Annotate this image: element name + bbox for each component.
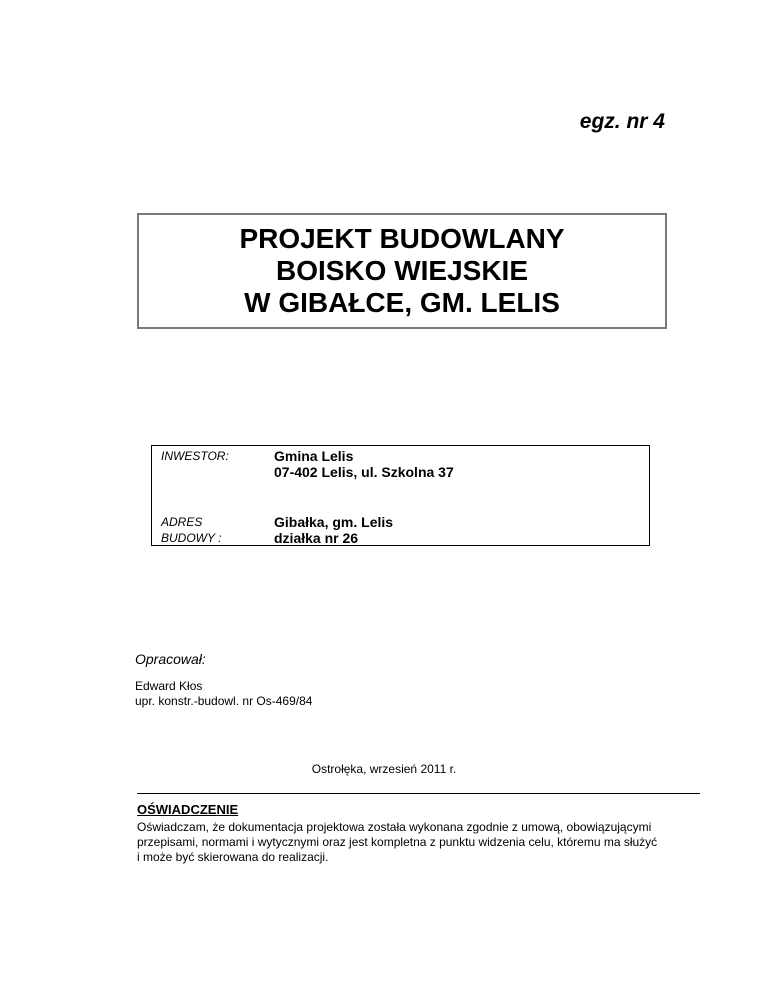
divider-line [137, 793, 700, 794]
site-plot: działka nr 26 [274, 530, 359, 546]
investor-value [274, 448, 454, 480]
site-address-label-line-1: ADRES [161, 515, 203, 529]
statement-line-3: i może być skierowana do realizacji. [137, 850, 329, 864]
info-box [151, 445, 650, 546]
statement-line-2: przepisami, normami i wytycznymi oraz jest kompletna z punktu widzenia celu, któremu ma służyć [137, 835, 658, 849]
investor-name: Gmina Lelis [274, 448, 354, 464]
title-box [137, 213, 667, 329]
author-block [135, 679, 312, 709]
statement-heading: OŚWIADCZENIE [137, 802, 239, 817]
author-license: upr. konstr.-budowl. nr Os-469/84 [135, 694, 313, 708]
site-address-value [274, 514, 393, 546]
title-line-2: BOISKO WIEJSKIE [275, 255, 529, 286]
site-address-label-line-2: BUDOWY : [161, 531, 222, 545]
place-date: Ostrołęka, wrzesień 2011 r. [311, 762, 457, 776]
investor-label-text: INWESTOR: [161, 449, 229, 463]
copy-number: egz. nr 4 [579, 110, 665, 133]
title-line-3: W GIBAŁCE, GM. LELIS [244, 287, 560, 318]
investor-label [161, 448, 229, 464]
statement-line-1: Oświadczam, że dokumentacja projektowa została wykonana zgodnie z umową, obowiązującymi [137, 820, 652, 834]
site-address-label [161, 514, 221, 546]
title-line-1: PROJEKT BUDOWLANY [239, 223, 565, 254]
author-name: Edward Kłos [135, 679, 203, 693]
investor-address: 07-402 Lelis, ul. Szkolna 37 [274, 464, 454, 480]
site-location: Gibałka, gm. Lelis [274, 514, 394, 530]
prepared-by-heading: Opracował: [135, 651, 206, 667]
statement-text [137, 820, 700, 865]
